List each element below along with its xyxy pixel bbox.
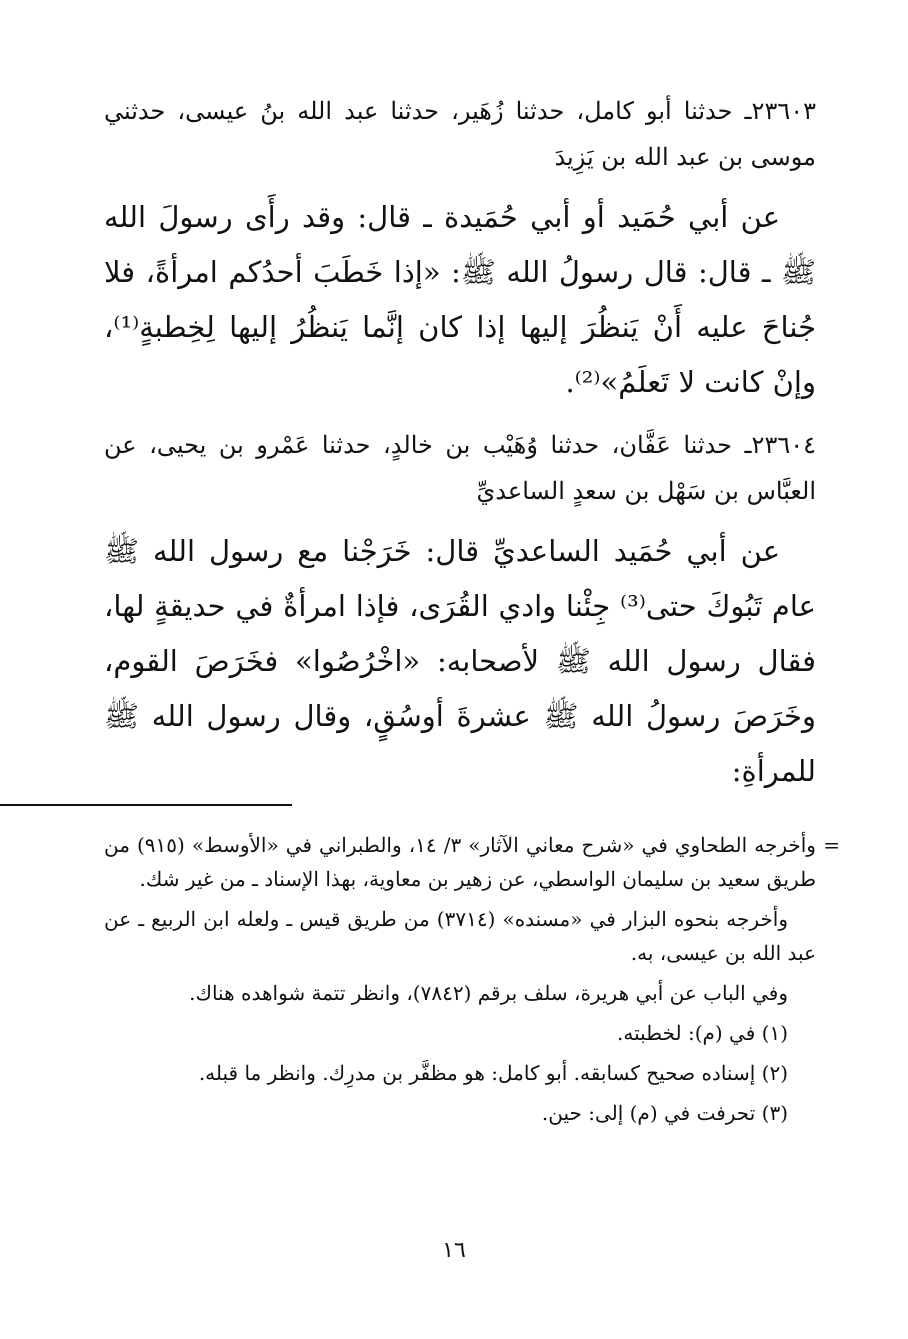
main-text [104, 88, 816, 811]
footnote-paragraph: وأخرجه الطحاوي في «شرح معاني الآثار» ٣/ ١٤، والطبراني في «الأوسط» (٩١٥) من طريق سعيد بن سليمان الواسطي، عن زهير بن معاوية، بهذا الإسناد ـ من غير شك. [104, 833, 816, 891]
continuation-mark: = [823, 833, 840, 857]
footnote-paragraph: وفي الباب عن أبي هريرة، سلف برقم (٧٨٤٢)، وانظر تتمة شواهده هناك. [189, 981, 788, 1005]
hadith-23604-matn: عن أبي حُمَيد الساعديِّ قال: خَرَجْنا مع رسول الله ﷺ عام تَبُوكَ حتى⁽³⁾ جِئْنا وادي القُرَى، فإذا امرأةٌ في حديقةٍ لها، فقال رسول الله ﷺ لأصحابه: «اخْرُصُوا» فخَرَصَ القوم، وخَرَصَ رسولُ الله ﷺ عشرةَ أوسُقٍ، وقال رسول الله ﷺ للمرأةِ: [104, 534, 816, 788]
page-number: ١٦ [442, 1238, 466, 1263]
footnotes [104, 828, 840, 1136]
hadith-23603-isnad: ٢٣٦٠٣ـ حدثنا أبو كامل، حدثنا زُهَير، حدثنا عبد الله بنُ عيسى، حدثني موسى بن عبد الله بن يَزِيدَ [104, 97, 816, 171]
footnote-3: (٣) تحرفت في (م) إلى: حين. [541, 1101, 788, 1125]
footnote-1: (١) في (م): لخطبته. [617, 1021, 788, 1045]
hadith-23604-isnad: ٢٣٦٠٤ـ حدثنا عَفَّان، حدثنا وُهَيْب بن خالدٍ، حدثنا عَمْرو بن يحيى، عن العبَّاس بن سَهْل بن سعدٍ الساعديِّ [104, 431, 816, 505]
footnote-2: (٢) إسناده صحيح كسابقه. أبو كامل: هو مظفَّر بن مدرِك. وانظر ما قبله. [198, 1061, 788, 1085]
footnote-paragraph: وأخرجه بنحوه البزار في «مسنده» (٣٧١٤) من طريق قيس ـ ولعله ابن الربيع ـ عن عبد الله بن عيسى، به. [104, 907, 816, 965]
hadith-23603-matn: عن أبي حُمَيد أو أبي حُمَيدة ـ قال: وقد رأَى رسولَ الله ﷺ ـ قال: قال رسولُ الله ﷺ: «إذا خَطَبَ أحدُكم امرأةً، فلا جُناحَ عليه أَنْ يَنظُرَ إليها إذا كان إنَّما يَنظُرُ إليها لِخِطبةٍ⁽¹⁾، وإنْ كانت لا تَعلَمُ»⁽²⁾. [104, 200, 816, 399]
footnote-divider [0, 804, 292, 806]
